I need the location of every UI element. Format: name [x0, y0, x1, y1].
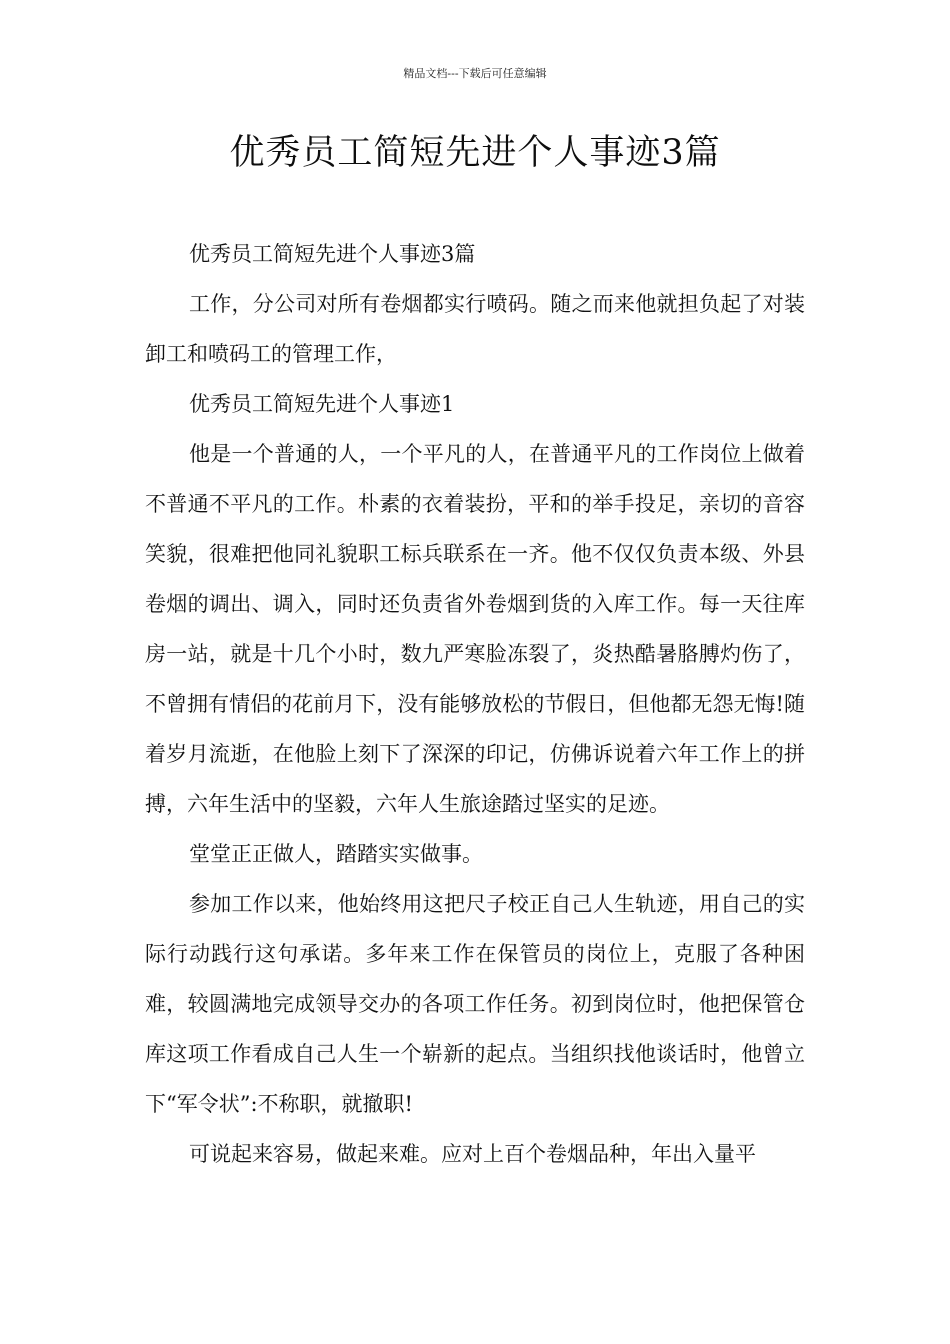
paragraph-subtitle: 优秀员工简短先进个人事迹3篇 [189, 242, 476, 266]
document-title: 优秀员工简短先进个人事迹3篇 [229, 133, 721, 173]
paragraph-section-heading: 优秀员工简短先进个人事迹1 [189, 392, 455, 416]
paragraph-story: 他是一个普通的人，一个平凡的人，在普通平凡的工作岗位上做着不普通不平凡的工作。朴素的衣着装扮，平和的举手投足，亲切的音容笑貌，很难把他同礼貌职工标兵联系在一齐。他不仅仅负责本级、外县卷烟的调出、调入，同时还负责省外卷烟到货的入库工作。每一天往库房一站，就是十几个小时，数九严寒脸冻裂了，炎热酷暑胳膊灼伤了，不曾拥有情侣的花前月下，没有能够放松的节假日，但他都无怨无悔!随着岁月流逝，在他脸上刻下了深深的印记，仿佛诉说着六年工作上的拼搏，六年生活中的坚毅，六年人生旅途踏过坚实的足迹。 [145, 442, 805, 816]
paragraph-motto: 堂堂正正做人，踏踏实实做事。 [189, 842, 483, 866]
header-note: 精品文档---下载后可任意编辑 [403, 67, 547, 80]
document-body [145, 229, 805, 1179]
paragraph-continuation: 可说起来容易，做起来难。应对上百个卷烟品种，年出入量平 [189, 1142, 756, 1166]
paragraph-intro: 工作，分公司对所有卷烟都实行喷码。随之而来他就担负起了对装卸工和喷码工的管理工作， [145, 292, 805, 366]
paragraph-career: 参加工作以来，他始终用这把尺子校正自己人生轨迹，用自己的实际行动践行这句承诺。多年来工作在保管员的岗位上，克服了各种困难，较圆满地完成领导交办的各项工作任务。初到岗位时，他把保管仓库这项工作看成自己人生一个崭新的起点。当组织找他谈话时，他曾立下“军令状”:不称职，就撤职! [145, 892, 805, 1116]
